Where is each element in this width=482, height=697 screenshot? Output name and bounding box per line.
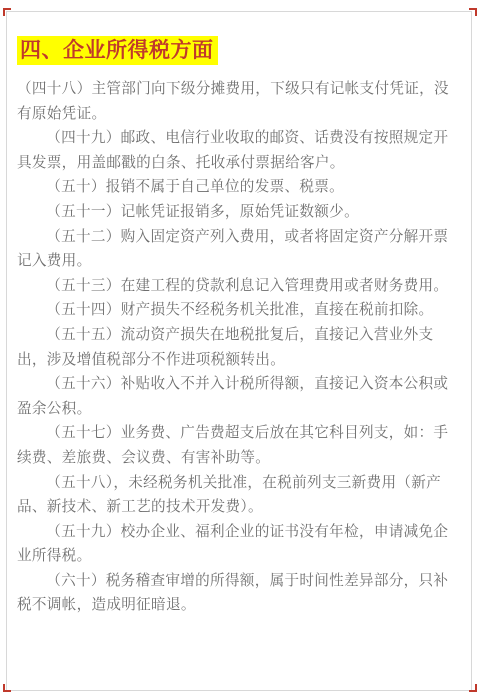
corner-mark-bottom-right bbox=[469, 684, 477, 692]
list-item: （五十八），未经税务机关批准，在税前列支三新费用（新产品、新技术、新工艺的技术开发费）。 bbox=[17, 473, 442, 516]
list-item: （五十一）记帐凭证报销多，原始凭证数额少。 bbox=[46, 202, 359, 220]
corner-mark-bottom-left bbox=[3, 684, 11, 692]
list-item: （四十八）主管部门向下级分摊费用，下级只有记帐支付凭证，没有原始凭证。 bbox=[17, 80, 449, 122]
section-heading: 四、企业所得税方面 bbox=[17, 36, 218, 65]
list-item: （五十六）补贴收入不并入计税所得额，直接记入资本公积或盈余公积。 bbox=[17, 375, 449, 417]
list-item: （五十）报销不属于自己单位的发票、税票。 bbox=[46, 178, 345, 196]
list-item: （四十九）邮政、电信行业收取的邮资、话费没有按照规定开具发票，用盖邮戳的白条、托收承付票据给客户。 bbox=[17, 129, 449, 171]
corner-mark-top-right bbox=[469, 8, 477, 16]
corner-mark-top-left bbox=[3, 8, 11, 16]
list-item: （五十二）购入固定资产列入费用，或者将固定资产分解开票记入费用。 bbox=[17, 227, 449, 270]
list-item: （五十四）财产损失不经税务机关批准，直接在税前扣除。 bbox=[46, 301, 434, 319]
item-list bbox=[17, 77, 457, 618]
list-item: （五十五）流动资产损失在地税批复后，直接记入营业外支出，涉及增值税部分不作进项税额转出。 bbox=[17, 325, 434, 368]
list-item: （五十三）在建工程的贷款利息记入管理费用或者财务费用。 bbox=[46, 276, 449, 294]
list-item: （六十）税务稽查审增的所得额，属于时间性差异部分，只补税不调帐，造成明征暗退。 bbox=[17, 571, 449, 614]
list-item: （五十七）业务费、广告费超支后放在其它科目列支，如：手续费、差旅费、会议费、有害补助等。 bbox=[17, 424, 449, 466]
list-item: （五十九）校办企业、福利企业的证书没有年检，申请减免企业所得税。 bbox=[17, 522, 449, 565]
